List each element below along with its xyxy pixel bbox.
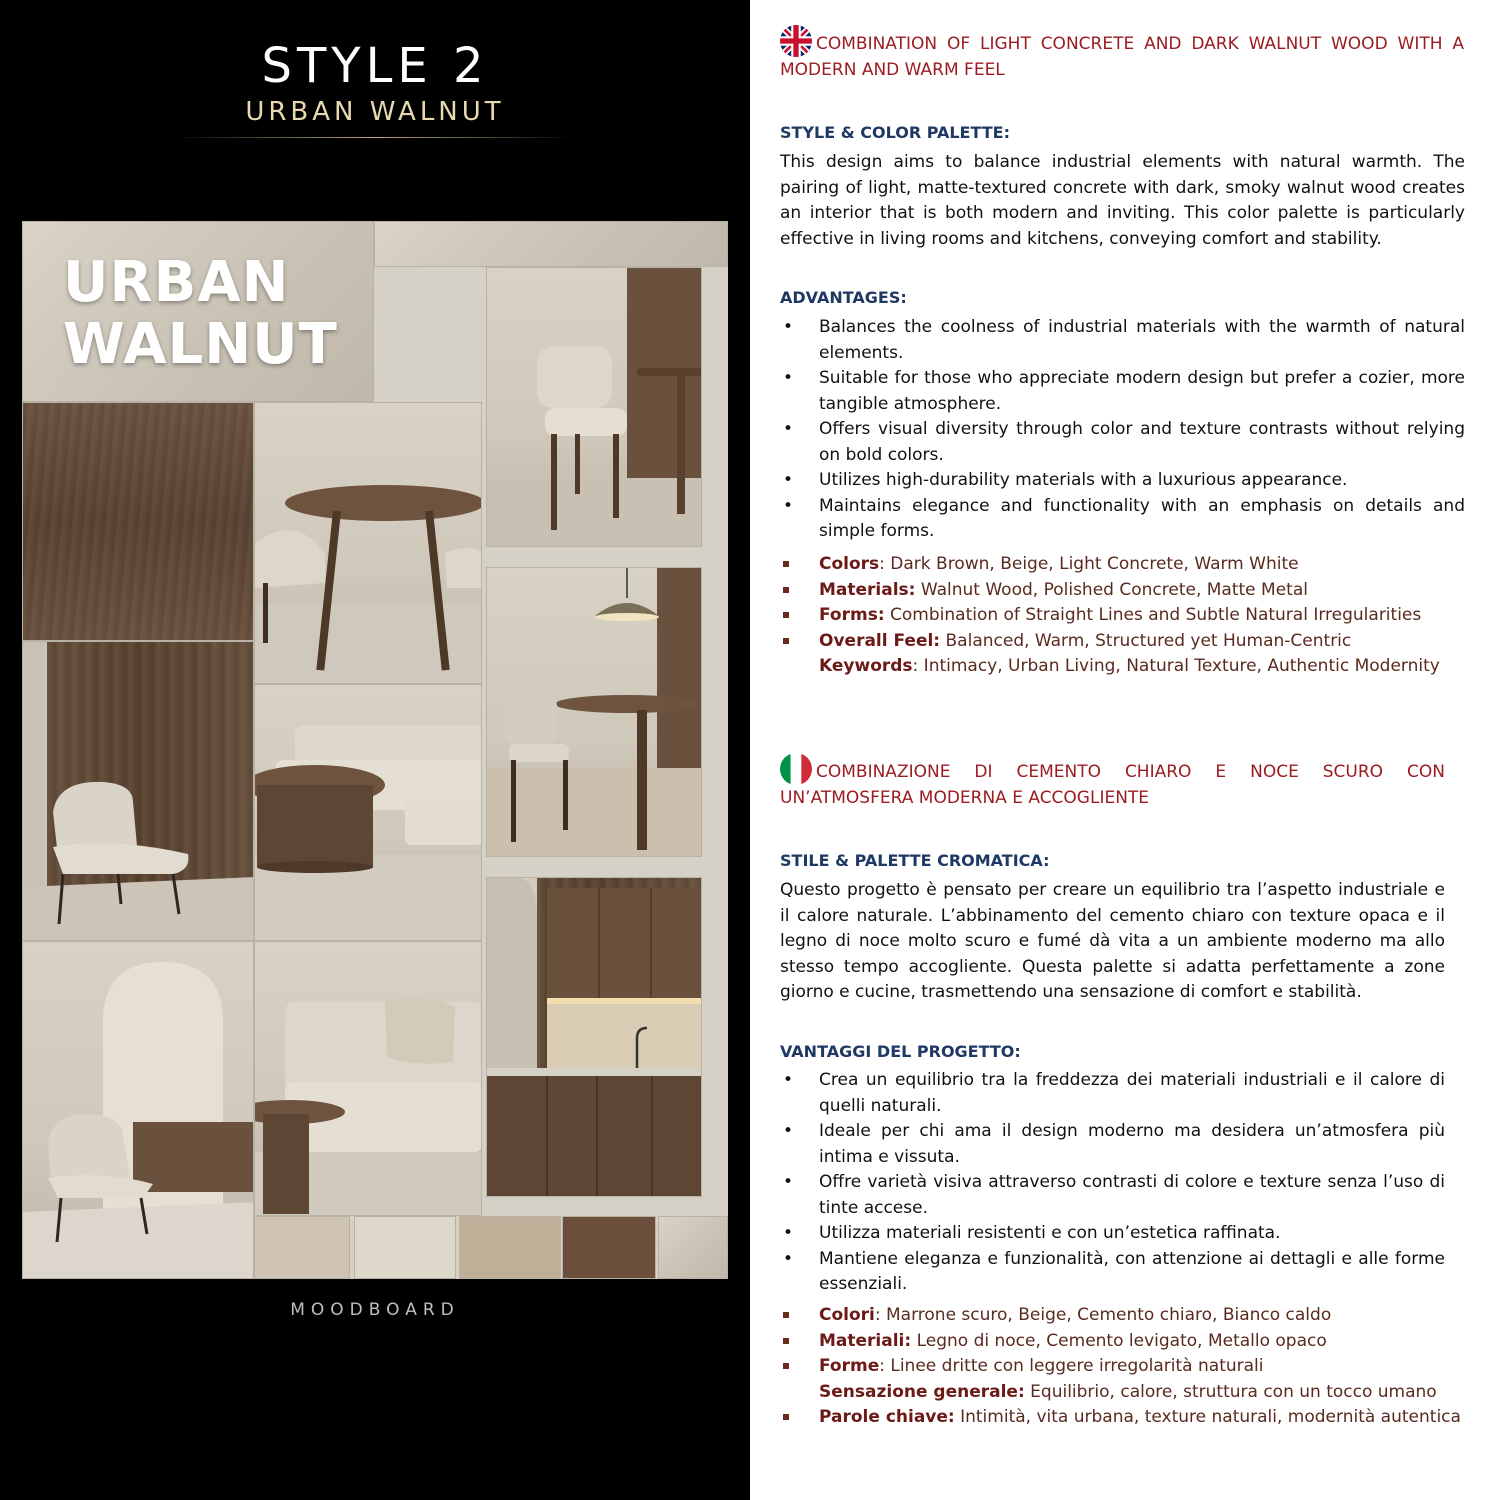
- sofa-side-table-photo: [254, 941, 482, 1216]
- list-item: • Mantiene eleganza e funzionalità, con attenzione ai dettagli e alle forme essenziali.: [780, 1247, 1445, 1298]
- style-title: STYLE 2: [261, 38, 489, 94]
- spec-label: Materiali:: [819, 1330, 912, 1351]
- italian-style-text: Questo progetto è pensato per creare un equilibrio tra l’aspetto industriale e il calore naturale. L’abbinamento del cemento chiaro con texture opaca e il legno di noce molto scuro e fumé dà vita a un ambiente moderno ma allo stesso tempo accogliente. Questa palette si adatta perfettamente a zone giorno e cucine, trasmettendo una sensazione di comfort e stabilità.: [780, 880, 1445, 1002]
- spec-label: Colors: [819, 554, 880, 574]
- spec-value: : Intimacy, Urban Living, Natural Texture, Authentic Modernity: [912, 656, 1440, 676]
- spec-item: [780, 552, 1480, 578]
- pendant-dining-illustration: [487, 568, 702, 857]
- uk-flag-icon: [780, 25, 812, 57]
- list-item: • Utilizes high-durability materials with a luxurious appearance.: [780, 468, 1465, 494]
- list-item: • Crea un equilibrio tra la freddezza dei materiali industriali e il calore di quelli naturali.: [780, 1068, 1445, 1119]
- english-advantages-list: [780, 315, 1465, 545]
- spec-item: [780, 654, 1480, 680]
- spec-value: Balanced, Warm, Structured yet Human-Centric: [940, 630, 1352, 651]
- concrete-filler: [658, 1216, 728, 1279]
- spec-label: Colori: [819, 1305, 875, 1325]
- italian-style-heading: STILE & PALETTE CROMATICA:: [780, 851, 1050, 870]
- swatch-1: [254, 1216, 350, 1279]
- arch-armchair-illustration: [23, 942, 254, 1279]
- italian-intro-text: COMBINAZIONE DI CEMENTO CHIARO E NOCE SCURO CON UN’ATMOSFERA MODERNA E ACCOGLIENTE: [780, 762, 1445, 808]
- english-style-text: This design aims to balance industrial elements with natural warmth. The pairing of light, matte-textured concrete with dark, smoky walnut wood creates an interior that is both modern and inviting. This color palette is particularly effective in living rooms and kitchens, conveying comfort and stability.: [780, 152, 1465, 249]
- list-item: • Utilizza materiali resistenti e con un’estetica raffinata.: [780, 1221, 1445, 1247]
- spec-item: [780, 578, 1480, 604]
- list-item: • Balances the coolness of industrial materials with the warmth of natural elements.: [780, 315, 1465, 366]
- moodboard-collage: [22, 221, 728, 1279]
- dining-chair-illustration: [487, 268, 702, 547]
- spec-item: [780, 1380, 1470, 1406]
- english-style-heading: STYLE & COLOR PALETTE:: [780, 123, 1010, 142]
- spec-item: [780, 629, 1480, 655]
- concrete-strip: [374, 221, 728, 267]
- spec-label: Sensazione generale:: [819, 1381, 1025, 1402]
- english-intro-text: COMBINATION OF LIGHT CONCRETE AND DARK WALNUT WOOD WITH A MODERN AND WARM FEEL: [780, 34, 1464, 80]
- board-title-line1: URBAN: [63, 250, 290, 315]
- italian-specs-list: [780, 1303, 1470, 1431]
- walnut-texture-tile: [22, 402, 254, 641]
- round-table-illustration: [255, 403, 482, 684]
- spec-value: Legno di noce, Cemento levigato, Metallo opaco: [911, 1330, 1327, 1351]
- english-specs-list: [780, 552, 1480, 680]
- italy-flag-icon: [780, 753, 812, 785]
- spec-item: [780, 1303, 1470, 1329]
- sofa-illustration: [255, 685, 482, 941]
- spec-value: : Dark Brown, Beige, Light Concrete, Warm White: [879, 554, 1299, 574]
- title-divider: [175, 137, 575, 138]
- list-item: • Offers visual diversity through color and texture contrasts without relying on bold colors.: [780, 417, 1465, 468]
- lounge-chair-photo: [22, 641, 254, 941]
- title-tile: [22, 221, 374, 402]
- lounge-chair-illustration: [23, 642, 254, 941]
- spec-label: Parole chiave:: [819, 1407, 955, 1427]
- italian-intro: [780, 753, 1445, 811]
- round-table-photo: [254, 402, 482, 684]
- spec-value: : Linee dritte con leggere irregolarità naturali: [879, 1356, 1264, 1376]
- spec-value: Combination of Straight Lines and Subtle Natural Irregularities: [884, 605, 1422, 625]
- spec-item: [780, 1405, 1470, 1431]
- spec-value: Walnut Wood, Polished Concrete, Matte Metal: [915, 579, 1308, 600]
- english-advantages-heading: ADVANTAGES:: [780, 288, 907, 307]
- list-item: • Suitable for those who appreciate modern design but prefer a cozier, more tangible atmosphere.: [780, 366, 1465, 417]
- kitchen-illustration: [487, 878, 702, 1197]
- spec-label: Overall Feel:: [819, 630, 941, 651]
- spec-item: [780, 1354, 1470, 1380]
- spec-label: Keywords: [819, 656, 913, 676]
- list-item: • Maintains elegance and functionality with an emphasis on details and simple forms.: [780, 494, 1465, 545]
- sofa-side-table-illustration: [255, 942, 482, 1216]
- pendant-dining-photo: [486, 567, 702, 857]
- spec-value: Intimità, vita urbana, texture naturali, modernità autentica: [954, 1407, 1461, 1427]
- swatch-2: [354, 1216, 456, 1279]
- spec-label: Forme: [819, 1356, 880, 1376]
- english-intro: [780, 25, 1464, 83]
- dining-chair-photo: [486, 267, 702, 547]
- italian-advantages-heading: VANTAGGI DEL PROGETTO:: [780, 1042, 1021, 1061]
- swatch-3: [459, 1216, 561, 1279]
- swatch-4: [562, 1216, 656, 1279]
- style-subtitle: URBAN WALNUT: [245, 97, 505, 127]
- spec-value: : Marrone scuro, Beige, Cemento chiaro, Bianco caldo: [874, 1305, 1332, 1325]
- moodboard-caption: MOODBOARD: [290, 1300, 460, 1320]
- sofa-coffee-table-photo: [254, 684, 482, 941]
- spec-item: [780, 1329, 1470, 1355]
- arch-armchair-photo: [22, 941, 254, 1279]
- board-title: [63, 252, 338, 376]
- list-item: • Offre varietà visiva attraverso contrasti di colore e texture senza l’uso di tinte accese.: [780, 1170, 1445, 1221]
- spec-value: Equilibrio, calore, struttura con un tocco umano: [1024, 1381, 1437, 1402]
- italian-advantages-list: [780, 1068, 1445, 1298]
- board-title-line2: WALNUT: [63, 312, 338, 377]
- spec-item: [780, 603, 1480, 629]
- kitchen-photo: [486, 877, 702, 1197]
- description-panel: [750, 0, 1500, 1500]
- spec-label: Forms:: [819, 605, 885, 625]
- spec-label: Materials:: [819, 579, 916, 600]
- list-item: • Ideale per chi ama il design moderno ma desidera un’atmosfera più intima e vissuta.: [780, 1119, 1445, 1170]
